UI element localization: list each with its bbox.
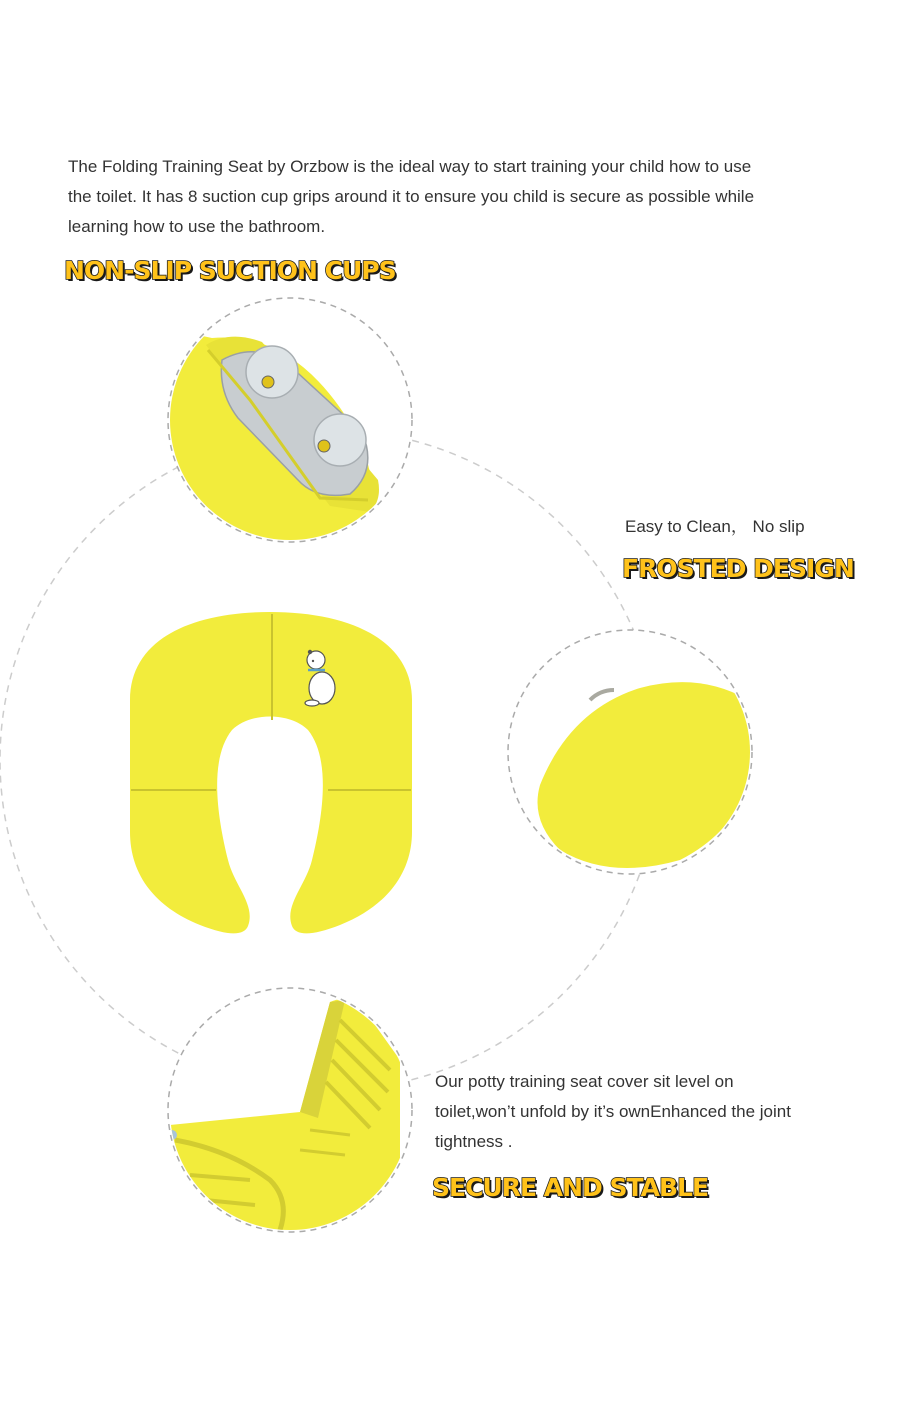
heading-non-slip-suction-cups: NON-SLIP SUCTION CUPS xyxy=(64,256,396,285)
caption-secure-and-stable: Our potty training seat cover sit level on toilet,won’t unfold by it’s ownEnhanced the joint tightness . xyxy=(435,1072,791,1151)
training-seat xyxy=(130,612,412,933)
heading-frosted-design: FROSTED DESIGN xyxy=(622,554,854,583)
intro-text: The Folding Training Seat by Orzbow is the ideal way to start training your child how to use the toilet. It has 8 suction cup grips around it to ensure you child is secure as possible while learning how to use the bathroom. xyxy=(68,157,755,236)
frosted-detail-circle xyxy=(508,630,760,874)
suction-cup-detail-circle xyxy=(150,298,412,560)
heading-secure-and-stable: SECURE AND STABLE xyxy=(432,1173,709,1202)
caption-easy-to-clean: Easy to Clean， No slip xyxy=(625,517,805,536)
underside-detail-circle xyxy=(167,988,412,1240)
